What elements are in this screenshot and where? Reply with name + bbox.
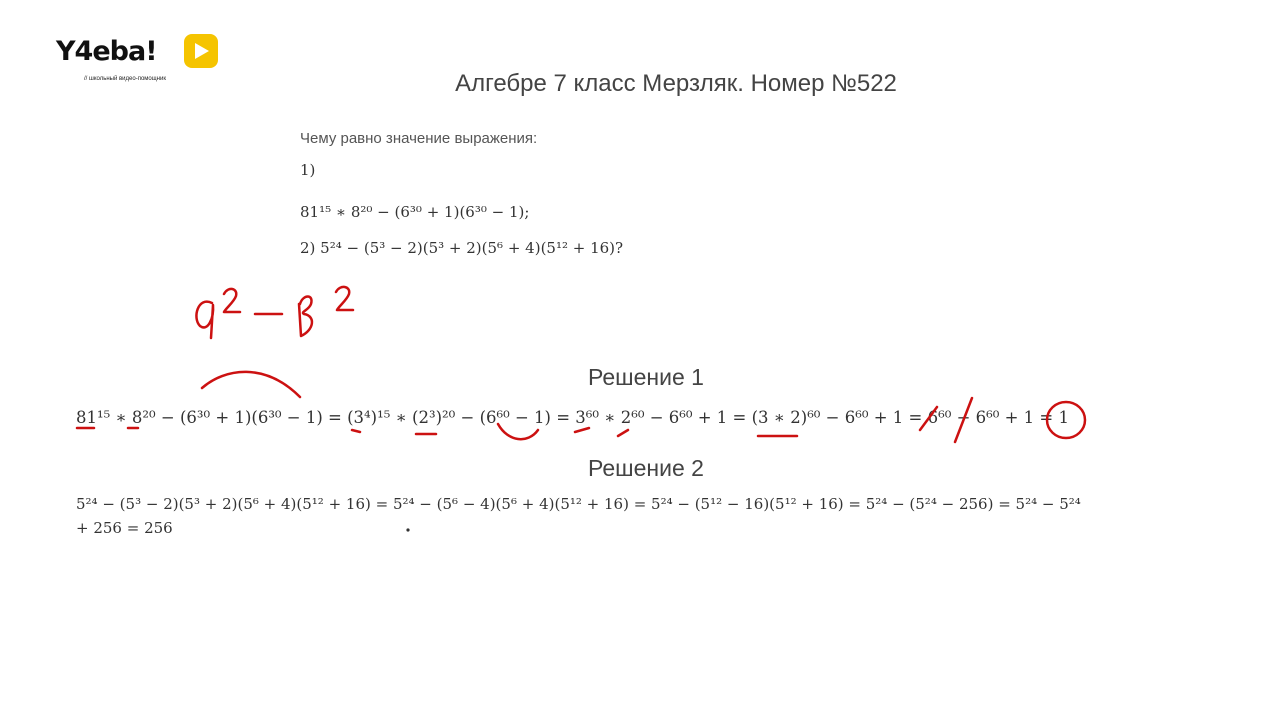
problem-item1-label: 1): [300, 161, 316, 179]
logo-text: Y4eba!: [56, 36, 157, 67]
handwritten-exp2-second: [336, 287, 353, 310]
underline-2b: [618, 430, 628, 436]
solution1-title: Решение 1: [588, 364, 704, 390]
problem-item1-expression: 81¹⁵ ∗ 8²⁰ − (6³⁰ + 1)(6³⁰ − 1);: [300, 203, 530, 221]
solution1-expression: 81¹⁵ ∗ 8²⁰ − (6³⁰ + 1)(6³⁰ − 1) = (3⁴)¹⁵ ∗ (2³)²⁰ − (6⁶⁰ − 1) = 3⁶⁰ ∗ 2⁶⁰ − 6⁶⁰ + 1 = (3 ∗ 2)⁶⁰ − 6⁶⁰ + 1 = 6⁶⁰ − 6⁶⁰ + 1 = 1: [76, 408, 1069, 427]
play-icon: [193, 42, 211, 60]
solution2-line2: + 256 = 256: [76, 519, 173, 537]
solution2-title: Решение 2: [588, 455, 704, 481]
problem-question: Чему равно значение выражения:: [300, 130, 538, 147]
handwritten-b: [299, 297, 312, 337]
solution2-expression: [76, 495, 1216, 537]
handwritten-exp2-first: [224, 289, 240, 312]
underline-3: [352, 430, 360, 432]
problem-statement: [300, 130, 1000, 257]
problem-item2-expression: 2) 5²⁴ − (5³ − 2)(5³ + 2)(5⁶ + 4)(5¹² + 16)?: [300, 239, 624, 257]
page-title: Алгебре 7 класс Мерзляк. Номер №522: [455, 70, 897, 97]
solution2-line1: 5²⁴ − (5³ − 2)(5³ + 2)(5⁶ + 4)(5¹² + 16) = 5²⁴ − (5⁶ − 4)(5⁶ + 4)(5¹² + 16) = 5²⁴ − (5¹² − 16)(5¹² + 16) = 5²⁴ − (5²⁴ − 256) = 5²⁴ − 5²⁴: [76, 495, 1081, 513]
underline-3b: [575, 428, 589, 432]
logo-tagline: // школьный видео-помощник: [84, 76, 166, 82]
logo-play-badge: [184, 34, 218, 68]
handwritten-a: [196, 302, 213, 338]
